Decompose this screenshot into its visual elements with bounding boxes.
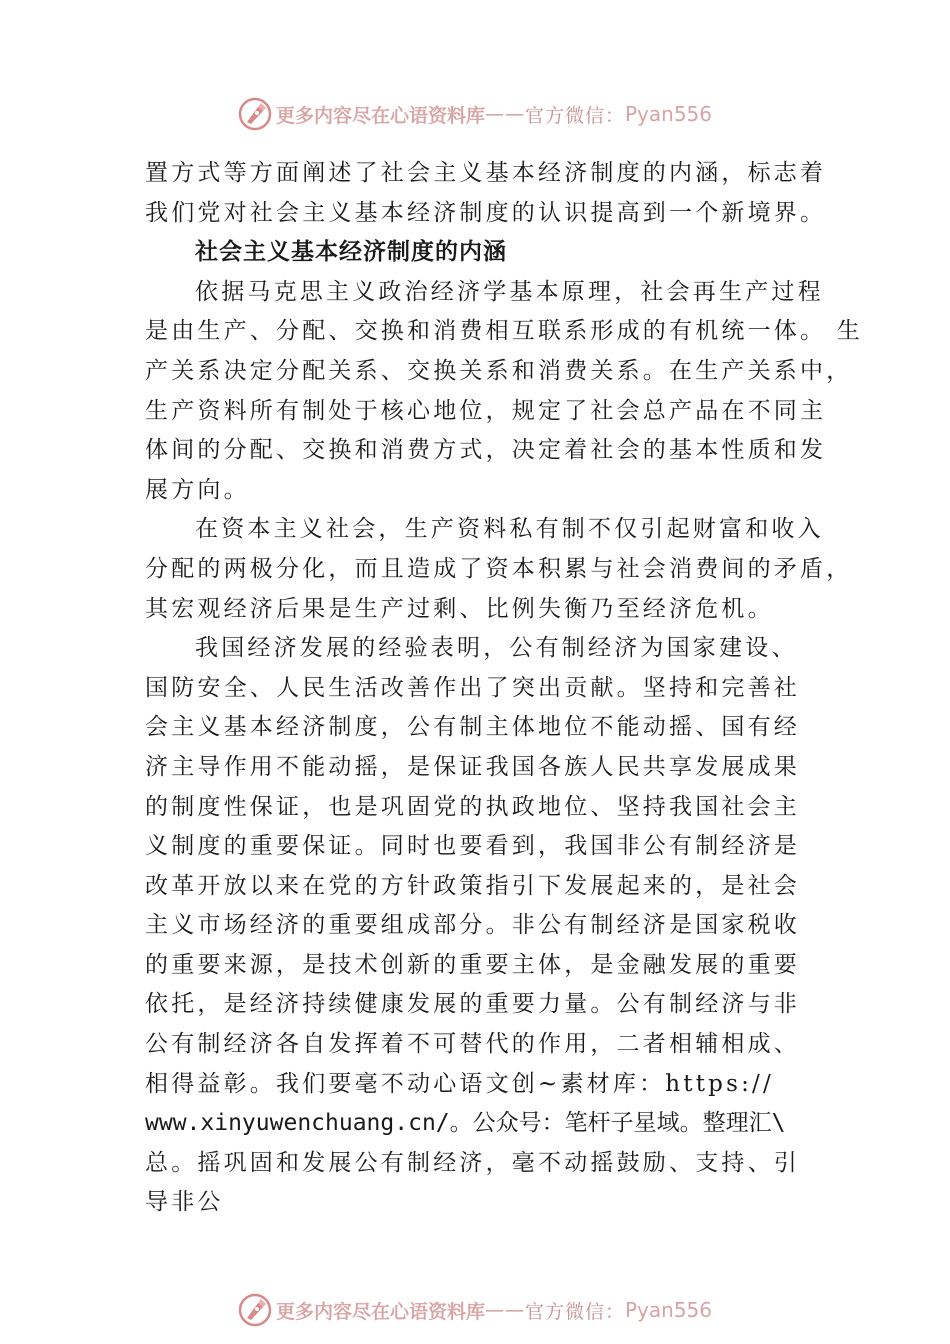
- banner-separator: ——: [484, 1299, 525, 1321]
- paragraph-line: 依据马克思主义政治经济学基本原理，社会再生产过程: [195, 278, 824, 305]
- paragraph-line: 是由生产、分配、交换和消费相互联系形成的有机统一体。 生: [145, 318, 863, 345]
- paragraph-line: 分配的两极分化，而且造成了资本积累与社会消费间的矛盾，: [145, 555, 853, 582]
- banner-wechat-id: Pyan556: [625, 102, 713, 126]
- paragraph-line: 的制度性保证，也是巩固党的执政地位、坚持我国社会主: [145, 793, 800, 820]
- paragraph-line: 主义市场经济的重要组成部分。非公有制经济是国家税收: [145, 912, 800, 939]
- document-body: [145, 154, 863, 1223]
- section-heading: 社会主义基本经济制度的内涵: [195, 239, 507, 266]
- paragraph-line: 的重要来源，是技术创新的重要主体，是金融发展的重要: [145, 951, 800, 978]
- footer-watermark-banner: [0, 1290, 950, 1330]
- paragraph-line: 生产资料所有制处于核心地位，规定了社会总产品在不同主: [145, 397, 827, 424]
- paragraph-line: 置方式等方面阐述了社会主义基本经济制度的内涵，标志着: [145, 160, 827, 186]
- paragraph-line: 相得益彰。我们要毫不动心语文创~素材库：https://: [145, 1070, 774, 1097]
- paragraph-line: 展方向。: [145, 476, 250, 503]
- banner-wechat-id: Pyan556: [625, 1298, 713, 1322]
- banner-separator: ——: [484, 103, 525, 125]
- header-watermark-banner: [0, 94, 950, 134]
- pen-nib-circle-icon: [238, 97, 272, 131]
- paragraph-line: 产关系决定分配关系、交换关系和消费关系。在生产关系中，: [145, 357, 853, 384]
- paragraph-line: 导非公: [145, 1189, 224, 1216]
- pen-nib-circle-icon: [238, 1293, 272, 1327]
- paragraph-line: 其宏观经济后果是生产过剩、比例失衡乃至经济危机。: [145, 595, 774, 622]
- paragraph-line: 我们党对社会主义基本经济制度的认识提高到一个新境界。: [145, 199, 827, 226]
- paragraph-line: www.xinyuwenchuang.cn/。公众号：笔杆子星域。整理汇\: [145, 1110, 786, 1137]
- banner-text: 更多内容尽在心语资料库: [275, 104, 485, 127]
- paragraph-line: 体间的分配、交换和消费方式，决定着社会的基本性质和发: [145, 437, 827, 464]
- paragraph-line: 在资本主义社会，生产资料私有制不仅引起财富和收入: [195, 516, 824, 543]
- paragraph-line: 义制度的重要保证。同时也要看到，我国非公有制经济是: [145, 833, 800, 860]
- banner-text: 更多内容尽在心语资料库: [275, 1300, 485, 1323]
- paragraph-line: 国防安全、人民生活改善作出了突出贡献。坚持和完善社: [145, 674, 800, 701]
- paragraph-line: 总。摇巩固和发展公有制经济，毫不动摇鼓励、支持、引: [145, 1149, 800, 1176]
- paragraph-line: 会主义基本经济制度，公有制主体地位不能动摇、国有经: [145, 714, 800, 741]
- paragraph-line: 改革开放以来在党的方针政策指引下发展起来的，是社会: [145, 872, 800, 899]
- banner-wechat-label: 官方微信：: [524, 104, 625, 127]
- paragraph-line: 济主导作用不能动摇，是保证我国各族人民共享发展成果: [145, 753, 800, 780]
- paragraph-line: 依托，是经济持续健康发展的重要力量。公有制经济与非: [145, 991, 800, 1018]
- paragraph-line: 我国经济发展的经验表明，公有制经济为国家建设、: [195, 635, 798, 662]
- paragraph-line: 公有制经济各自发挥着不可替代的作用，二者相辅相成、: [145, 1031, 800, 1058]
- banner-wechat-label: 官方微信：: [524, 1300, 625, 1323]
